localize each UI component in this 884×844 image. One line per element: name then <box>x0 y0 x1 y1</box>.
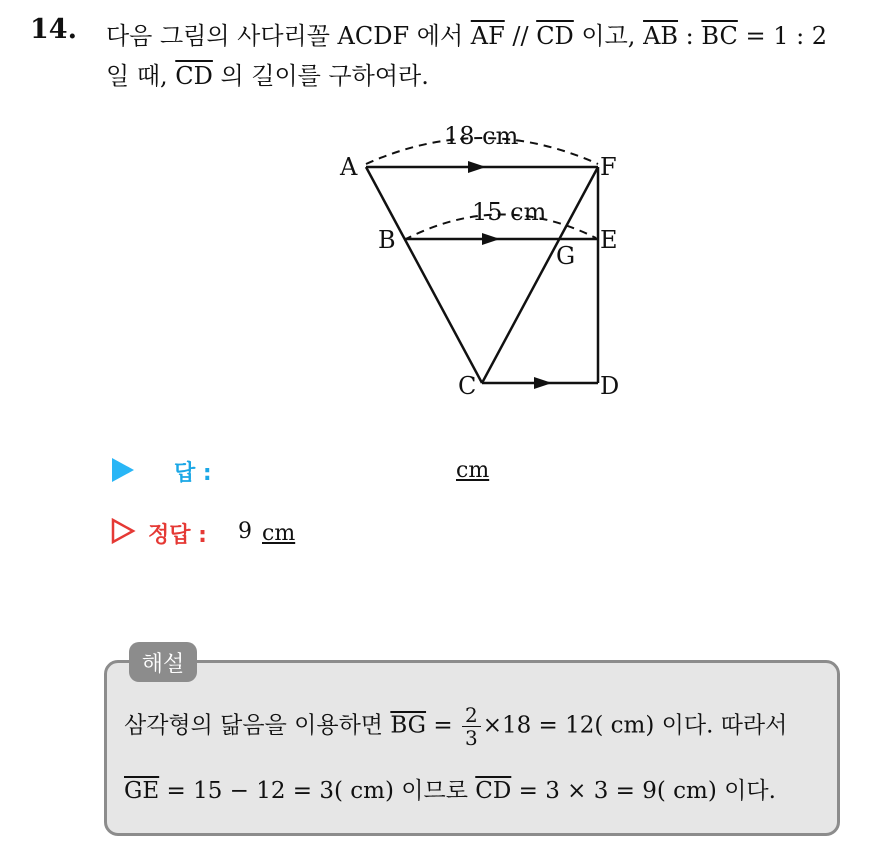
segment-ab: $\overline{AB}$ <box>643 22 679 50</box>
answer-label: 답 : <box>174 461 212 486</box>
correct-value: 9 <box>238 519 252 544</box>
segment-cd-solution: $\overline{CD}$ <box>475 778 512 804</box>
trapezoid-figure <box>320 112 640 412</box>
correct-triangle-icon <box>110 518 136 544</box>
solution-tag: 해설 <box>129 642 197 682</box>
segment-cd-2: $\overline{CD}$ <box>175 62 213 90</box>
length-af: 18 cm <box>444 122 519 150</box>
question-line-1: 다음 그림의 사다리꼴 ACDF 에서 $\overline{AF} // \overline{CD}$ 이고, $\overline{AB}$ : $\overline{BC} = 1$ : 2 <box>106 22 828 50</box>
arrow-be <box>482 233 500 245</box>
answer-unit: cm <box>456 458 490 483</box>
label-c: C <box>458 372 477 400</box>
side-ac <box>366 167 482 383</box>
segment-cd: $\overline{CD}$ <box>536 22 574 50</box>
fraction-two-thirds: $\frac{2}{3}$ <box>462 704 481 749</box>
segment-bg: $\overline{BG}$ <box>390 712 427 739</box>
segment-ge: $\overline{GE}$ <box>124 778 160 804</box>
arrow-af <box>468 161 486 173</box>
label-f: F <box>600 153 617 181</box>
correct-unit: cm <box>262 521 296 546</box>
label-b: B <box>378 226 396 254</box>
label-a: A <box>340 153 358 181</box>
question-number: 14. <box>30 14 77 45</box>
answer-triangle-icon <box>112 458 134 482</box>
segment-af: $\overline{AF}$ <box>470 22 505 50</box>
label-d: D <box>600 372 620 400</box>
correct-label: 정답 : <box>148 523 207 548</box>
arrow-cd <box>534 377 552 389</box>
solution-line-1: 삼각형의 닮음을 이용하면 $\overline{BG}$ = $\frac{2}{3}$ ×18 = 12( cm) 이다. 따라서 <box>124 703 788 750</box>
label-g: G <box>556 242 576 270</box>
solution-line-2: $\overline{GE} = 15 - 12 = 3$( cm) 이므로 $\overline{CD} = 3 \times 3 = 9$( cm) 이다. <box>124 778 776 804</box>
length-be: 15 cm <box>472 198 547 226</box>
label-e: E <box>600 226 618 254</box>
question-line-2: 일 때, $\overline{CD}$ 의 길이를 구하여라. <box>106 62 429 90</box>
segment-bc: $\overline{BC}$ <box>701 22 738 50</box>
